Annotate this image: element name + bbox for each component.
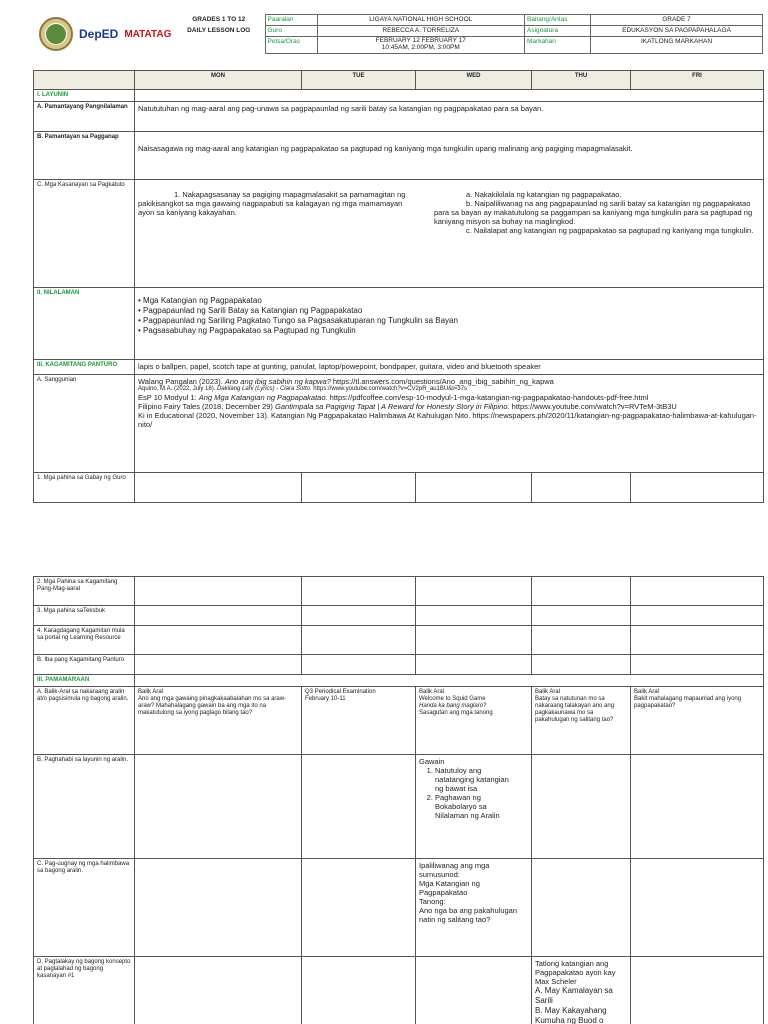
pamantayan-pagganap-label: B. Pamantayan sa Pagganap: [34, 132, 135, 180]
lesson-table-page-1: [33, 70, 763, 503]
reference-2: Aquino, M.A. (2022, July 18). Dakilang Lahi (Lyrics) - Ciara Sotto. https://www.youtube.com/watch?v=CV2pR_au1BU&t=37s: [138, 386, 468, 392]
header-info-table: [173, 14, 763, 54]
paaralan-label: Paaralan: [265, 15, 317, 26]
grades-label: GRADES 1 TO 12: [192, 15, 246, 23]
iba-pang-kagamitan-label: B. Iba pang Kagamitang Panturo: [34, 655, 135, 675]
gawain-item: 2. Paghawan ng Bokabolaryo sa Nilalaman ng Aralin: [435, 793, 519, 820]
balik-aral-wed-line: Sasagutan ang mga tanong: [419, 710, 493, 716]
asignatura-label: Asignatura: [525, 26, 591, 37]
nilalaman-cell: [135, 288, 764, 360]
dll-label: DAILY LESSON LOG: [187, 26, 251, 34]
subject-value: EDUKASYON SA PAGPAPAHALAGA: [591, 26, 763, 37]
paghahabi-label: B. Paghahabi sa layunin ng aralin.: [34, 755, 135, 859]
pagtalakay-thu-a: A. May Kamalayan sa Sarili: [535, 986, 613, 1005]
balik-aral-tue: Q3 Periodical Examination February 10-11: [302, 687, 416, 755]
reference-4: Filipino Fairy Tales (2018, December 29) Gantimpala sa Pagiging Tapat | A Reward for Honesty Story in Filipino. https://www.youtube.com/watch?v=RVTeM-3tB3U: [138, 402, 677, 411]
pamamaraan-heading: III. PAMAMARAAN: [34, 675, 135, 687]
day-mon: MON: [135, 71, 302, 90]
nilalaman-item: • Pagsasabuhay ng Pagpapakatao sa Pagtupad ng Tungkulin: [138, 326, 760, 336]
petsa-label: Petsa/Oras: [265, 37, 317, 54]
school-value: LIGAYA NATIONAL HIGH SCHOOL: [317, 15, 525, 26]
kagamitan-heading: III. KAGAMITANG PANTURO: [34, 360, 135, 375]
kasanayan-left: 1. Nakapagsasanay sa pagiging mapagmalasakit sa pamamagitan ng pakikisangkot sa mga gawaing nagpapabuti sa kalagayan ng mga mamamayan ayon sa kaniyang kakayahan.: [138, 190, 406, 217]
markahan-label: Markahan: [525, 37, 591, 54]
day-tue: TUE: [302, 71, 416, 90]
pamantayan-pagganap-text: Naisasagawa ng mag-aaral ang katangian ng pagpapakatao sa pagtupad ng kaniyang mga tungkulin upang malinang ang pagiging mapagmalasakit.: [135, 132, 764, 180]
balik-aral-fri: Balik Aral Bakit mahalagang mapaunlad ang iyong pagpapakatao?: [631, 687, 764, 755]
lesson-log-header: [33, 14, 763, 54]
date-text: FEBRUARY 12 FEBRUARY 17: [375, 37, 466, 45]
balik-aral-label: A. Balik-Aral sa nakaraang aralin at/o pagsisimula ng bagong aralin.: [34, 687, 135, 755]
grade-value: GRADE 7: [591, 15, 763, 26]
kasanayan-b: b. Naipaliliwanag na ang pagpapaunlad ng sarili batay sa katangian ng pagpapakatao para sa bayan ay makatutulong sa paggampan sa kaniyang mga tungkulin para sa pagtupad ng kaniyang misyon sa buhay na maglingkod.: [434, 199, 753, 226]
balik-aral-wed-title: Balik Aral: [419, 689, 445, 695]
nilalaman-heading: II. NILALAMAN: [34, 288, 135, 360]
kasanayan-right: [434, 190, 754, 235]
gawain-title: Gawain: [419, 757, 445, 766]
pagtalakay-thu-intro: Tatlong katangian ang Pagpapakatao ayon kay Max Scheler: [535, 959, 616, 986]
day-fri: FRI: [631, 71, 764, 90]
deped-text: DepED: [79, 27, 119, 41]
nilalaman-item: • Pagpapaunlad ng Sariling Pagkatao Tungo sa Pagsasakatuparan ng Tungkulin sa Bayan: [138, 316, 760, 326]
pagtalakay-thu: [532, 957, 631, 1024]
matatag-logo: [124, 30, 171, 39]
nilalaman-item: • Mga Katangian ng Pagpapakatao: [138, 296, 760, 306]
date-value: [317, 37, 525, 54]
balik-aral-thu: Balik Aral Batay sa natutunan mo sa nakaraang talakayan ano ang pagkakaunawa mo sa pakahulugan ng salitang tao?: [532, 687, 631, 755]
balik-aral-wed: [416, 687, 532, 755]
pagtalakay-label: D. Pagtalakay ng bagong konsepto at paglalahad ng bagong kasanayan #1: [34, 957, 135, 1024]
gabay-guro-label: 1. Mga pahina sa Gabay ng Guro: [34, 473, 135, 503]
sanggunian-cell: [135, 375, 764, 473]
time-text: 10:45AM, 2:00PM, 3:00PM: [381, 44, 460, 52]
kasanayan-c: c. Nailalapat ang katangian ng pagpapakatao sa pagtupad ng kaniyang mga tungkulin.: [466, 226, 754, 235]
day-thu: THU: [532, 71, 631, 90]
kasanayan-a: a. Nakakikilala ng katangian ng pagpapakatao.: [466, 190, 622, 199]
sanggunian-label: A. Sanggunian: [34, 375, 135, 473]
baitang-label: Baitang/Antas: [525, 15, 591, 26]
pamantayang-pangnilalaman-text: Natututuhan ng mag-aaral ang pag-unawa sa pagpapaunlad ng sarili batay sa katangian ng pagpapakatao para sa bayan.: [135, 102, 764, 132]
matatag-text: MATATAG: [124, 28, 172, 40]
kasanayan-label: C. Mga Kasanayan sa Pagkatuto: [34, 180, 135, 288]
learning-resource-label: 4. Karagdagang Kagamitan mula sa portal ng Learning Resource: [34, 626, 135, 655]
pag-uugnay-wed: Ipaliliwanag ang mga sumusunod: Mga Katangian ng Pagpapakatao Tanong: Ano nga ba ang pakahulugan natin ng salitang tao?: [416, 859, 532, 957]
balik-aral-mon: Balik Aral Ano ang mga gawaing pinagkakaabalahan mo sa araw-araw? Mahahalagang gawain ba ang mga ito na makatutulong sa iyong paglago bilang tao?: [135, 687, 302, 755]
balik-aral-wed-line: Handa ka bang maglaro?: [419, 703, 487, 709]
kagamitang-pang-mag-aaral-label: 2. Mga Pahina sa Kagamitang Pang-Mag-aaral: [34, 577, 135, 606]
guro-label: Guro: [265, 26, 317, 37]
day-wed: WED: [416, 71, 532, 90]
pagtalakay-thu-b: B. May Kakayahang Kumuha ng Buod o: [535, 1006, 607, 1024]
pamantayang-pangnilalaman-label: A. Pamantayang Pangnilalaman: [34, 102, 135, 132]
layunin-heading: I. LAYUNIN: [34, 90, 135, 102]
teksbuk-label: 3. Mga pahina saTeksbuk: [34, 606, 135, 626]
teacher-value: REBECCA A. TORRELIZA: [317, 26, 525, 37]
quarter-value: IKATLONG MARKAHAN: [591, 37, 763, 54]
reference-5: Ki in Educational (2020, November 13). Katangian Ng Pagpapakatao Halimbawa At Kahulugan Nito. https://newspapers.ph/2020/11/katangian-ng-pagpapakatao-halimbawa-at-kahulugan-nito/: [138, 411, 757, 429]
gawain-item: 1. Natutuloy ang natatanging katangian ng bawat isa: [435, 766, 519, 793]
deped-logo: [79, 27, 118, 41]
reference-3: EsP 10 Modyul 1: Ang Mga Katangian ng Pagpapakatao. https://pdfcoffee.com/esp-10-modyul-1-mga-katangian-ng-pagpapakatao-handouts-pdf-free.html: [138, 393, 649, 402]
kasanayan-cell: [135, 180, 764, 288]
pag-uugnay-label: C. Pag-uugnay ng mga halimbawa sa bagong aralin.: [34, 859, 135, 957]
balik-aral-wed-line: Welcome to Squid Game: [419, 696, 486, 702]
deped-seal-logo: [39, 17, 73, 51]
reference-1: Walang Pangalan (2023). Ano ang ibig sabihin ng kapwa? https://tl.answers.com/questions/Ano_ang_ibig_sabihin_ng_kapwa: [138, 377, 554, 386]
paghahabi-wed: [416, 755, 532, 859]
kagamitan-text: lapis o ballpen, papel, scotch tape at gunting, panulat, laptop/powepoint, bondpaper, guitara, video and bluetooth speaker: [135, 360, 764, 375]
logo-area: [33, 14, 173, 54]
nilalaman-item: • Pagpapaunlad ng Sarili Batay sa Katangian ng Pagpapakatao: [138, 306, 760, 316]
lesson-table-page-2: [33, 576, 763, 1024]
